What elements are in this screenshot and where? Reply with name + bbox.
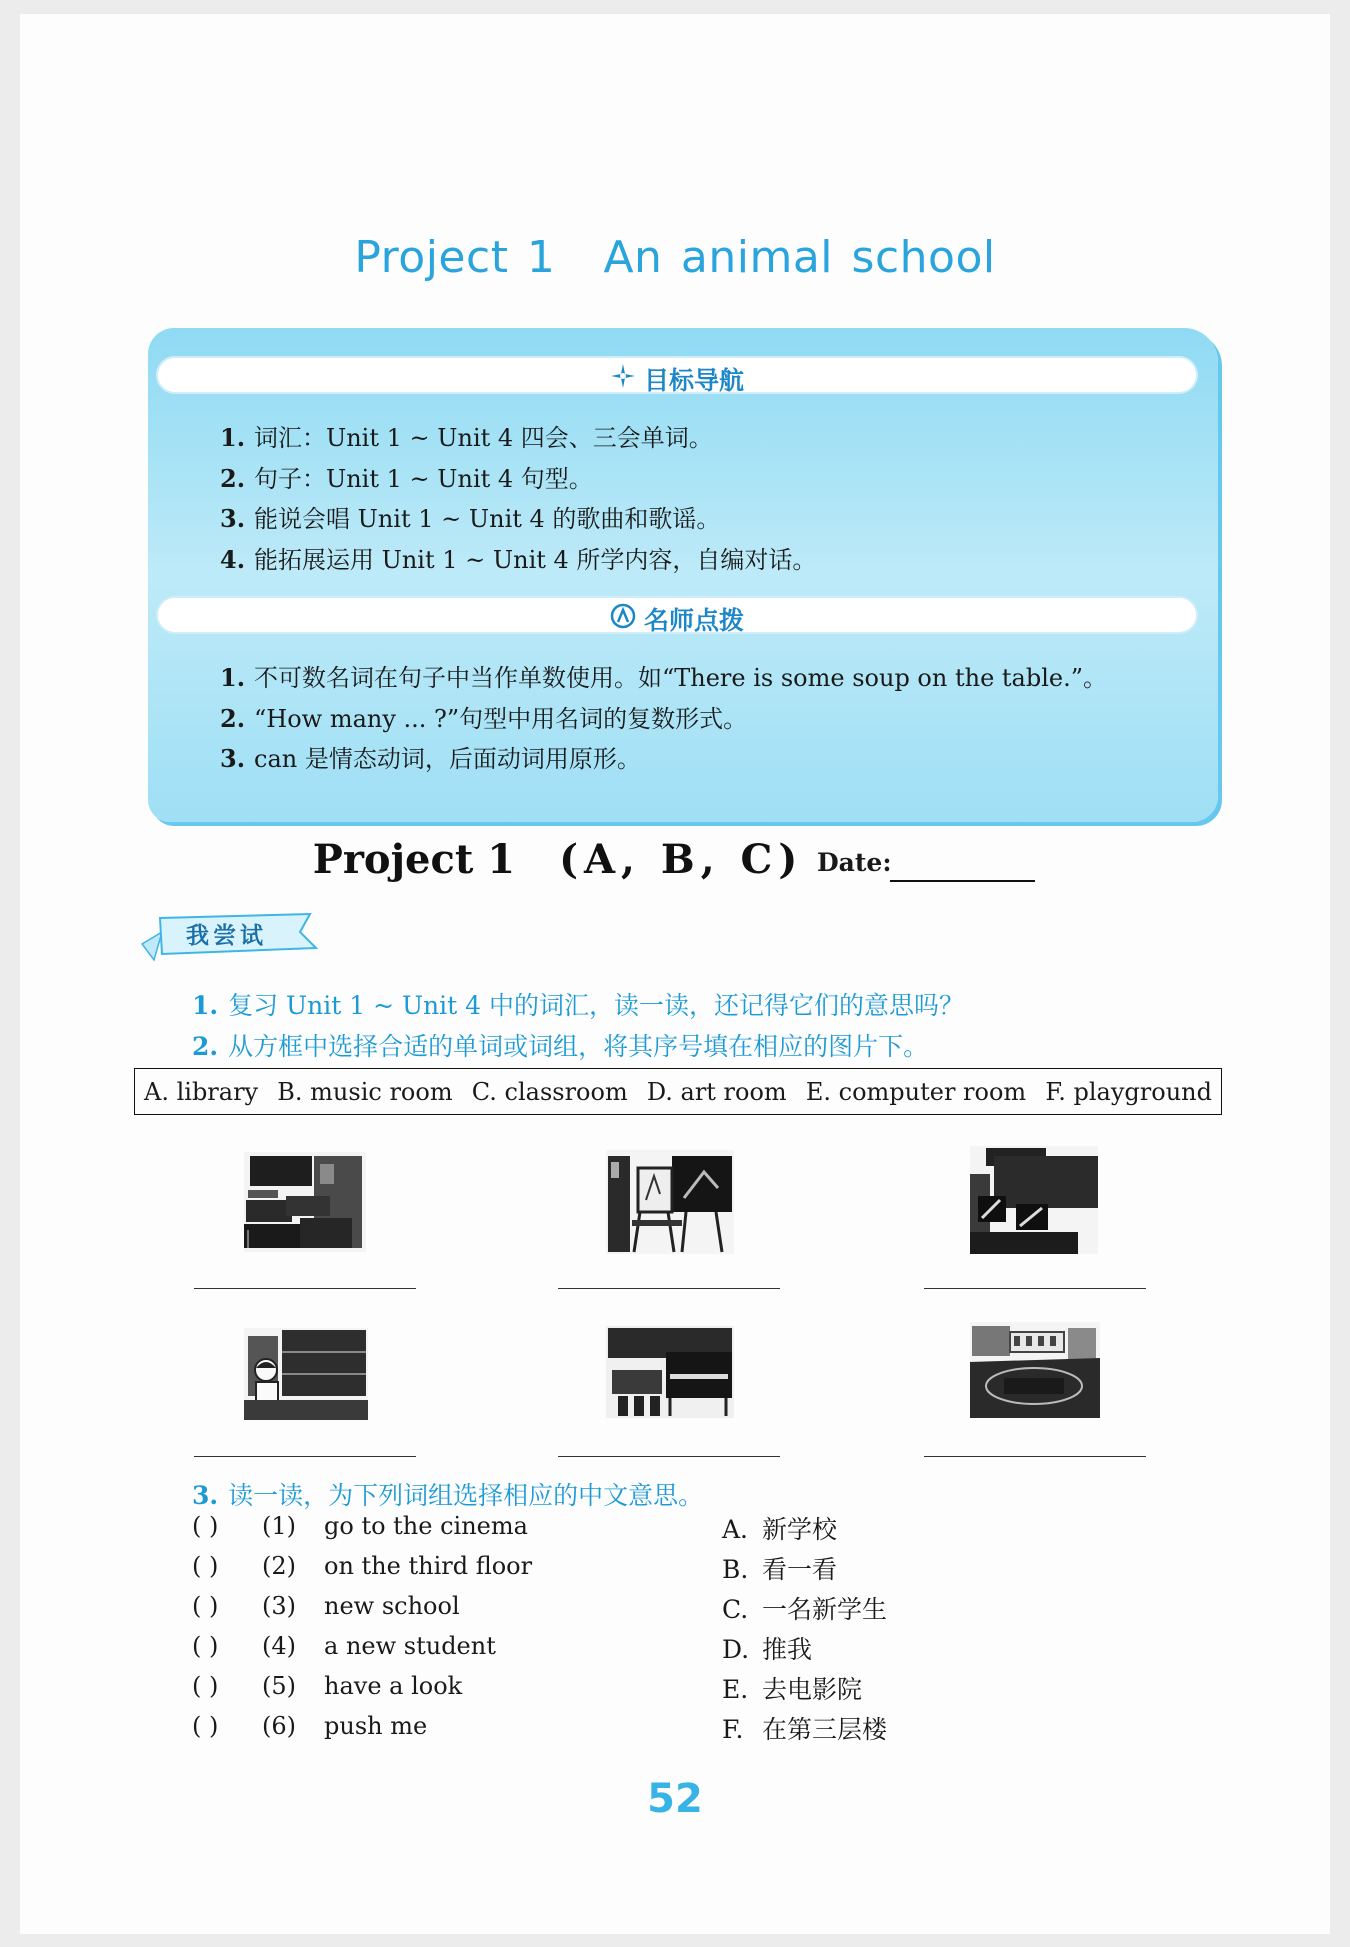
answer-blank[interactable]: ( )	[192, 1672, 219, 1700]
answer-line[interactable]	[194, 1288, 416, 1289]
answer-blank[interactable]: ( )	[192, 1712, 219, 1740]
goals-heading-bar	[156, 356, 1198, 394]
answer-blank[interactable]: ( )	[192, 1552, 219, 1580]
tips-heading-text: 名师点拨	[643, 606, 744, 635]
art-room-picture-icon	[606, 1150, 734, 1254]
compass-star-icon	[610, 363, 636, 395]
matching-option: D. 推我	[722, 1635, 813, 1664]
tag-label: 我尝试	[186, 923, 267, 949]
section-parts: (A, B, C)	[559, 836, 804, 883]
goals-heading	[158, 361, 1196, 397]
question-3: 3. 读一读，为下列词组选择相应的中文意思。	[192, 1481, 704, 1510]
matching-option: A. 新学校	[722, 1515, 838, 1544]
classroom-picture-icon	[244, 1152, 366, 1252]
list-item: 3. can 是情态动词，后面动词用原形。	[220, 744, 641, 773]
playground-picture-icon	[970, 1322, 1100, 1418]
option-b: B. music room	[277, 1077, 453, 1106]
question-2: 2. 从方框中选择合适的单词或词组，将其序号填在相应的图片下。	[192, 1032, 929, 1061]
matching-row: ( ) (2) on the third floor	[192, 1552, 533, 1580]
option-e: E. computer room	[805, 1077, 1027, 1106]
title-right: An animal school	[603, 232, 996, 283]
tips-heading	[158, 601, 1196, 637]
matching-row: ( ) (1) go to the cinema	[192, 1512, 528, 1540]
page-title	[0, 232, 1350, 283]
matching-row: ( ) (3) new school	[192, 1592, 460, 1620]
page-number: 52	[647, 1776, 703, 1822]
matching-row: ( ) (4) a new student	[192, 1632, 496, 1660]
section-title: Project 1	[312, 836, 516, 883]
list-item: 2. 句子：Unit 1 ~ Unit 4 句型。	[220, 463, 593, 493]
guidance-panel	[148, 328, 1218, 822]
goals-heading-text: 目标导航	[643, 366, 744, 395]
option-a: A. library	[144, 1077, 259, 1106]
answer-line[interactable]	[558, 1288, 780, 1289]
matching-option: F. 在第三层楼	[722, 1715, 888, 1744]
list-item: 1. 词汇：Unit 1 ~ Unit 4 四会、三会单词。	[220, 423, 713, 452]
list-item: 1. 不可数名词在句子中当作单数使用。如“There is some soup on the table.”。	[220, 663, 1107, 692]
tips-heading-bar	[156, 596, 1198, 634]
answer-line[interactable]	[558, 1456, 780, 1457]
answer-line[interactable]	[194, 1456, 416, 1457]
answer-blank[interactable]: ( )	[192, 1632, 219, 1660]
date-input-line[interactable]	[890, 880, 1035, 882]
section-heading	[0, 836, 1350, 883]
question-1: 1. 复习 Unit 1 ~ Unit 4 中的词汇，读一读，还记得它们的意思吗？	[192, 991, 964, 1020]
library-picture-icon	[244, 1328, 368, 1420]
matching-option: C. 一名新学生	[722, 1595, 888, 1624]
answer-blank[interactable]: ( )	[192, 1592, 219, 1620]
teacher-badge-icon	[610, 603, 636, 635]
options-box	[134, 1068, 1222, 1115]
title-left: Project 1	[354, 232, 556, 283]
matching-option: E. 去电影院	[722, 1675, 863, 1704]
matching-option: B. 看一看	[722, 1555, 838, 1584]
list-item: 3. 能说会唱 Unit 1 ~ Unit 4 的歌曲和歌谣。	[220, 504, 721, 533]
list-item: 4. 能拓展运用 Unit 1 ~ Unit 4 所学内容，自编对话。	[220, 544, 817, 574]
answer-line[interactable]	[924, 1456, 1146, 1457]
option-f: F. playground	[1045, 1077, 1212, 1106]
option-d: D. art room	[646, 1077, 787, 1106]
goals-list	[220, 418, 816, 580]
answer-line[interactable]	[924, 1288, 1146, 1289]
matching-row: ( ) (6) push me	[192, 1712, 428, 1740]
matching-row: ( ) (5) have a look	[192, 1672, 463, 1700]
answer-blank[interactable]: ( )	[192, 1512, 219, 1540]
option-c: C. classroom	[471, 1077, 628, 1106]
computer-room-picture-icon	[970, 1146, 1098, 1254]
list-item: 2. “How many ... ?”句型中用名词的复数形式。	[220, 703, 748, 733]
date-label: Date:	[817, 848, 892, 877]
tips-list	[220, 658, 1107, 780]
music-room-picture-icon	[606, 1326, 734, 1418]
